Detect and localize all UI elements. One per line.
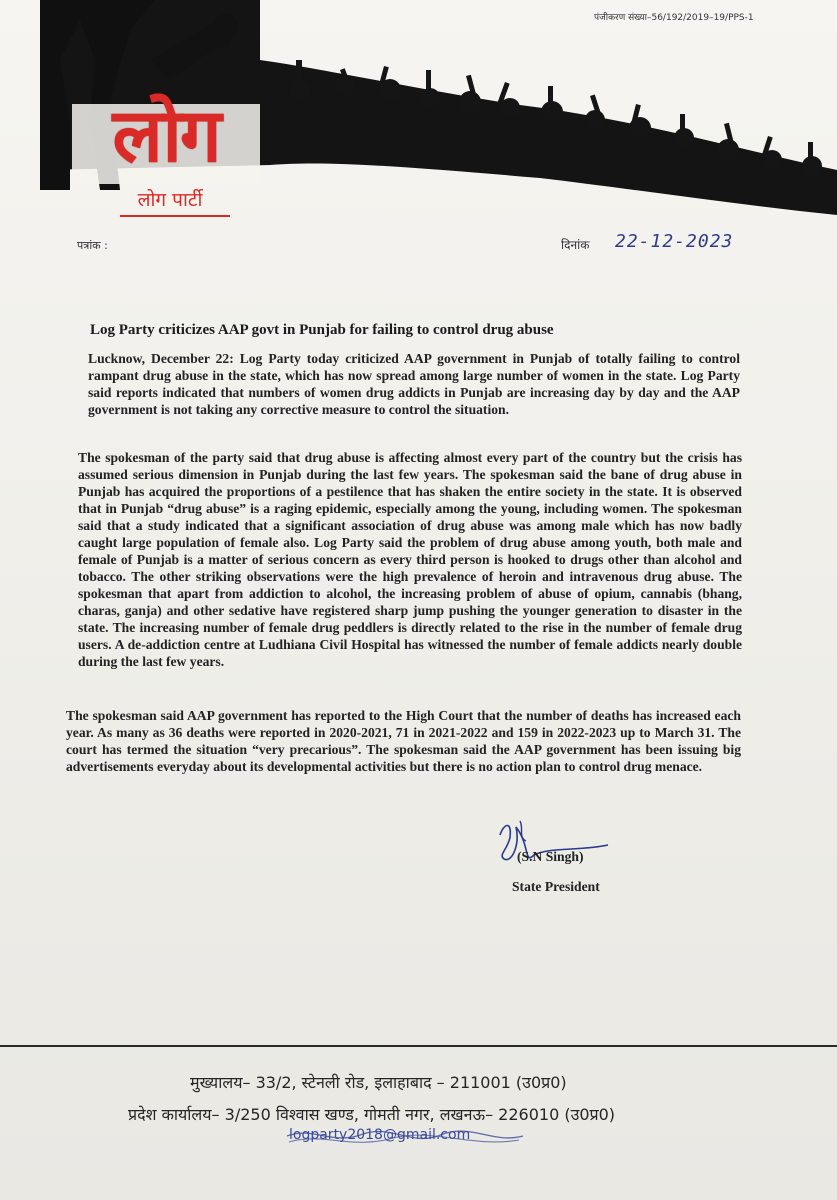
- press-release-title: Log Party criticizes AAP govt in Punjab for failing to control drug abuse: [90, 322, 554, 338]
- handwritten-signature-icon: [490, 815, 630, 875]
- paragraph-3: The spokesman said AAP government has reported to the High Court that the number of deaths has increased each year. As many as 36 deaths were reported in 2020-2021, 71 in 2021-2022 and 159 in 2022-2023 up to March 31. The court has termed the situation “very precarious”. The spokesman said the AAP government has been issuing big advertisements everyday about its developmental activities but there is no action plan to control drug menace.: [66, 708, 741, 774]
- letterhead-header: [0, 0, 837, 225]
- registration-number: पंजीकरण संख्या–56/192/2019–19/PPS-1: [594, 13, 754, 23]
- paragraph-1: Lucknow, December 22: Log Party today criticized AAP government in Punjab of totally failing to control rampant drug abuse in the state, which has now spread among large number of women in the state. Log Party said reports indicated that numbers of women drug addicts in Punjab are increasing day by day and the AAP government is not taking any corrective measure to control the situation.: [88, 351, 740, 417]
- logo-text: लोग: [112, 93, 220, 179]
- head-office-address: मुख्यालय– 33/2, स्टेनली रोड, इलाहाबाद – 211001 (उ0प्र0): [190, 1073, 567, 1092]
- scribble-overmark-icon: [283, 1122, 533, 1152]
- paragraph-2: The spokesman of the party said that drug abuse is affecting almost every part of the country but the crisis has assumed serious dimension in Punjab during the last few years. The spokesman said the bane of drug abuse in Punjab has acquired the proportions of a pestilence that has shaken the entire society in the state. It is observed that in Punjab “drug abuse” is a raging epidemic, especially among the young, including women. The spokesman said that a study indicated that a significant association of drug abuse was among male which has now badly caught large population of female also. Log Party said the problem of drug abuse among youth, both male and female of Punjab is a matter of serious concern as every third person is hooked to drugs other than alcohol and tobacco. The other striking observations were the high prevalence of heroin and intravenous drug abuse. The spokesman that apart from addiction to alcohol, the increasing problem of abuse of opium, cannabis (bhang, charas, ganja) and other sedative have registered sharp jump pushing the younger generation to disaster in the state. The increasing number of female drug peddlers is directly related to the rise in the number of female drug users. A de-addiction centre at Ludhiana Civil Hospital has witnessed the number of female addicts nearly double during the last few years.: [78, 450, 742, 669]
- signature-block: [490, 815, 670, 905]
- reference-label: पत्रांक :: [77, 239, 108, 252]
- email-address: logparty2018@gmail.com: [289, 1127, 471, 1143]
- signatory-name: (S.N Singh): [517, 849, 584, 864]
- date-label: दिनांक: [561, 238, 590, 252]
- party-logo: [66, 93, 266, 184]
- footer-divider: [0, 1045, 837, 1047]
- signatory-designation: State President: [512, 879, 600, 894]
- logo-subtitle: लोग पार्टी: [137, 189, 203, 211]
- handwritten-date: 22-12-2023: [615, 231, 734, 252]
- state-office-address: प्रदेश कार्यालय– 3/250 विश्वास खण्ड, गोमती नगर, लखनऊ– 226010 (उ0प्र0): [128, 1105, 616, 1124]
